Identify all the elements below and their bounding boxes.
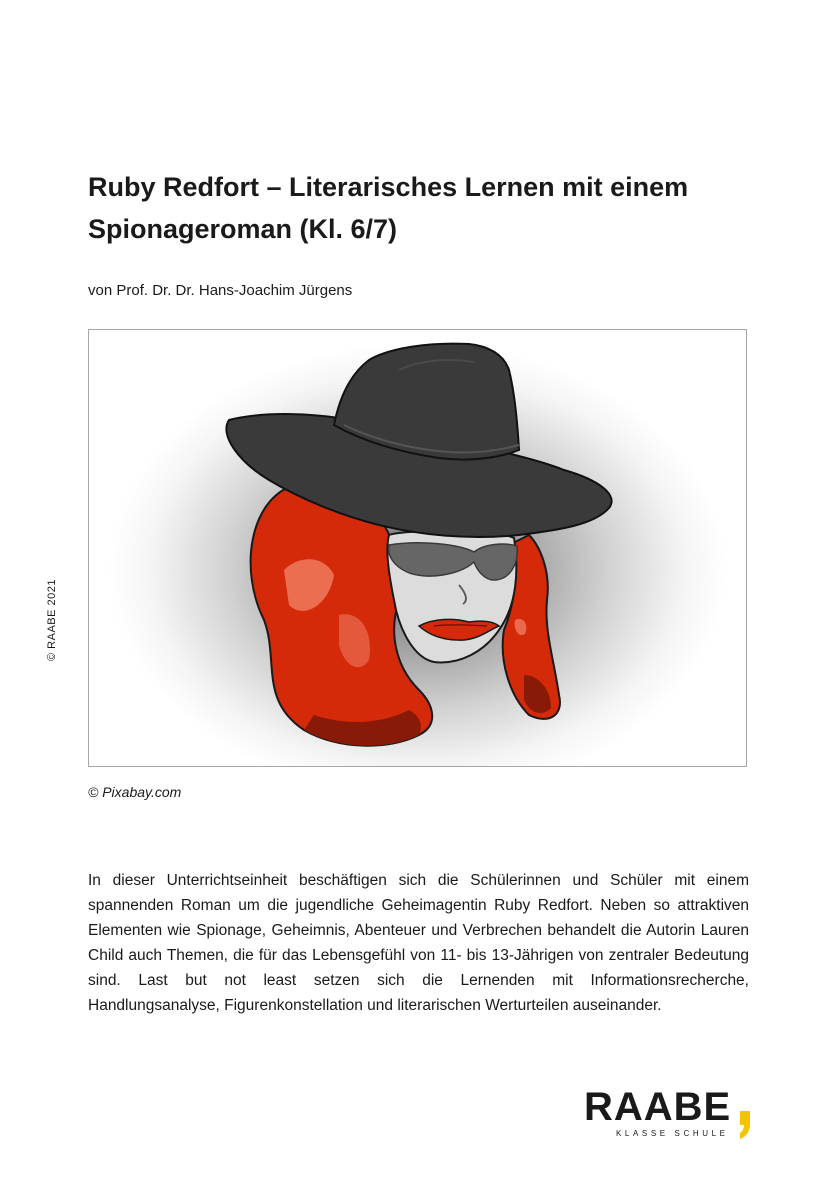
image-credit: © Pixabay.com bbox=[88, 784, 182, 800]
spy-woman-illustration bbox=[89, 330, 747, 767]
logo-comma-mark bbox=[737, 1111, 753, 1139]
copyright-side-text: © RAABE 2021 bbox=[46, 579, 58, 661]
logo-wordmark: RAABE bbox=[584, 1085, 732, 1129]
cover-illustration bbox=[88, 329, 747, 767]
intro-paragraph: In dieser Unterrichtseinheit beschäftigen sich die Schülerinnen und Schüler mit einem spannenden Roman um die jugendliche Geheimagentin Ruby Redfort. Neben so attraktiven Elementen wie Spionage, Geheimnis, Abenteuer und Verbrechen behandelt die Autorin Lauren Child auch Themen, die für das Lebensgefühl von 11- bis 13-Jährigen von zentraler Bedeutung sind. Last but not least setzen sich die Lernenden mit Informationsrecherche, Handlungsanalyse, Figurenkonstellation und literarischen Werturteilen auseinander. bbox=[88, 872, 749, 1014]
raabe-logo bbox=[582, 1085, 757, 1141]
author-line: von Prof. Dr. Dr. Hans-Joachim Jürgens bbox=[88, 282, 353, 299]
logo-tagline: KLASSE SCHULE bbox=[616, 1129, 729, 1138]
page-title: Ruby Redfort – Literarisches Lernen mit einem Spionageroman (Kl. 6/7) bbox=[88, 172, 689, 244]
